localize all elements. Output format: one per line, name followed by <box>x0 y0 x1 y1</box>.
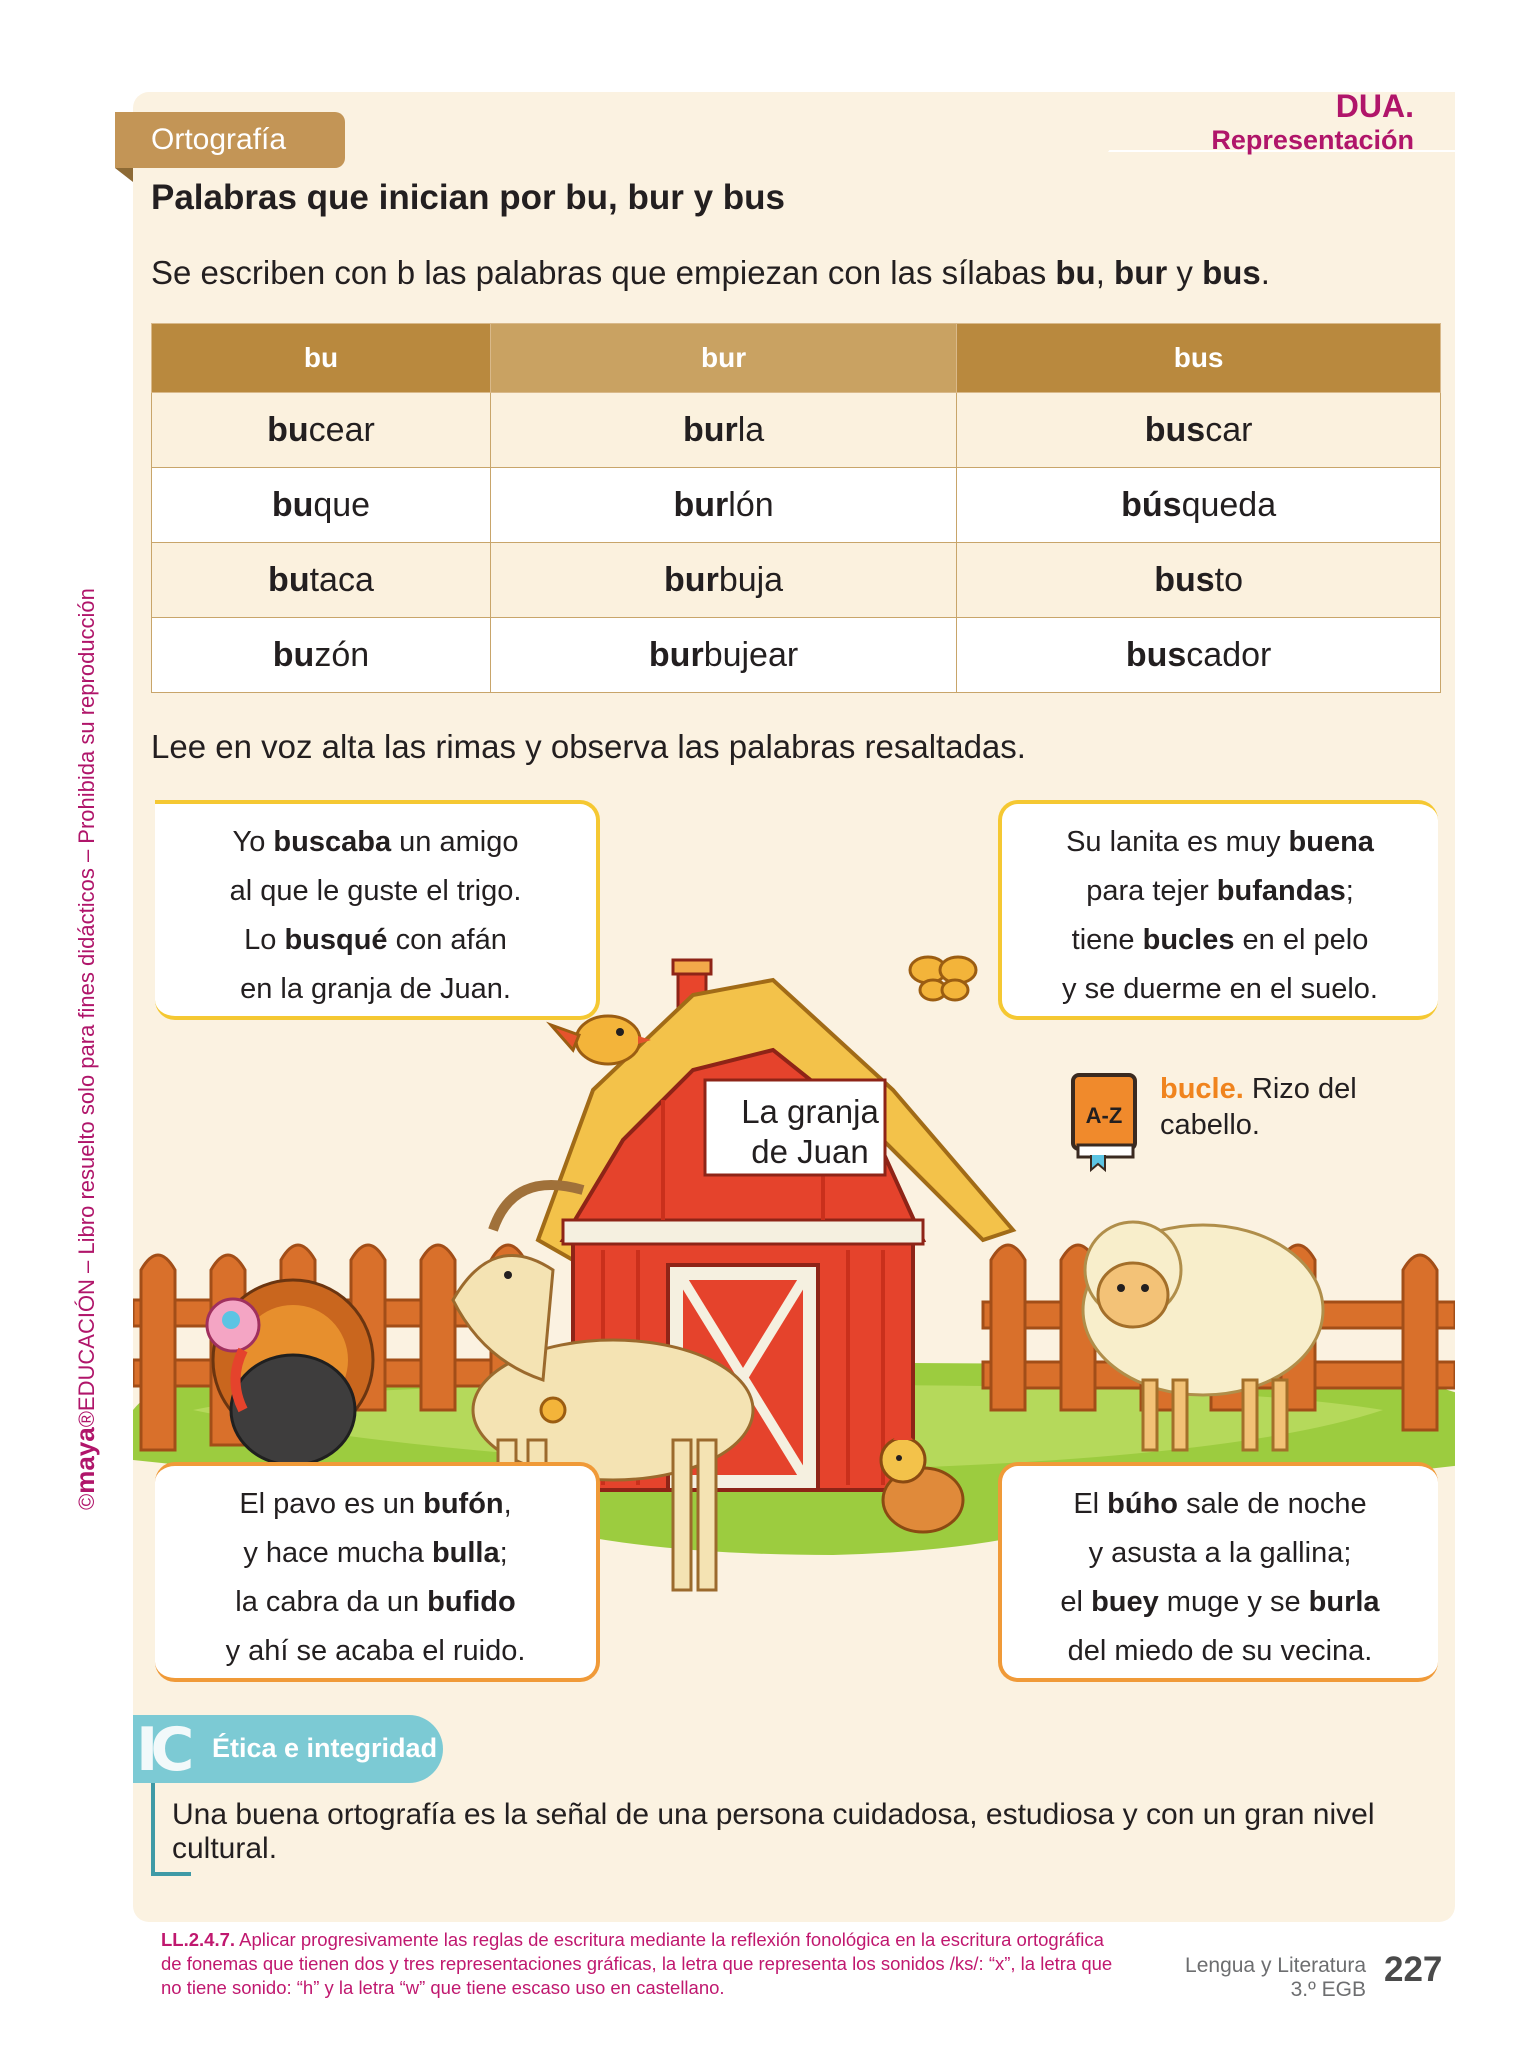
ribbon-fold <box>115 168 133 182</box>
word-prefix: bús <box>1121 485 1182 524</box>
word-prefix: bur <box>664 560 719 599</box>
intro-part: Se escriben con b las palabras que empiezan con las sílabas <box>151 254 1056 291</box>
intro-bus: bus <box>1202 254 1261 291</box>
rhyme-text: tiene <box>1071 924 1143 956</box>
rhyme-text: y ahí se acaba el ruido. <box>225 1635 526 1667</box>
highlighted-word: bulla <box>431 1537 500 1569</box>
rhyme-line <box>1002 965 1438 1014</box>
table-cell <box>957 618 1441 693</box>
rhyme-text: El pavo es un <box>239 1488 424 1520</box>
barn-sign-line2: de Juan <box>751 1133 869 1170</box>
word-prefix: bu <box>268 560 310 599</box>
registered-mark: ® <box>74 1411 99 1428</box>
dua-title: DUA. <box>1335 88 1414 124</box>
copyright-sidebar <box>70 588 101 1510</box>
curriculum-code-id: LL.2.4.7. <box>161 1929 236 1950</box>
word-rest: la <box>737 410 765 449</box>
rhyme-text: del miedo de su vecina. <box>1067 1635 1373 1667</box>
rhyme-line <box>1002 1529 1438 1578</box>
rhyme-line <box>1002 1480 1438 1529</box>
word-prefix: bus <box>1125 635 1187 674</box>
table-cell <box>152 618 491 693</box>
word-prefix: bur <box>648 635 704 674</box>
rhyme-text: y hace mucha <box>243 1537 432 1569</box>
table-header-bur: bur <box>490 324 956 393</box>
table-cell <box>490 618 956 693</box>
highlighted-word: bufandas <box>1216 875 1346 907</box>
rhyme-text: ; <box>1345 875 1354 907</box>
book-info <box>1185 1954 1366 2002</box>
rhyme-line <box>155 818 596 867</box>
highlighted-word: buena <box>1288 826 1374 858</box>
word-rest: car <box>1205 410 1253 449</box>
grade-label: 3.º EGB <box>1290 1978 1366 2001</box>
page-title: Palabras que inician por bu, bur y bus <box>151 178 786 217</box>
syllable-table <box>151 323 1441 693</box>
rhyme-line <box>1002 916 1438 965</box>
word-rest: cear <box>308 410 375 449</box>
ethics-label: Ética e integridad <box>212 1733 438 1763</box>
intro-text <box>151 254 1270 292</box>
word-rest: taca <box>309 560 374 599</box>
rhyme-text: y se duerme en el suelo. <box>1062 973 1378 1005</box>
glossary-definition: Rizo del <box>1243 1073 1357 1105</box>
rhyme-line <box>1002 867 1438 916</box>
section-ribbon: Ortografía <box>115 112 345 168</box>
curriculum-code <box>161 1928 1121 2000</box>
glossary-word: bucle. <box>1160 1073 1244 1105</box>
rhyme-text: muge y se <box>1158 1586 1309 1618</box>
rhyme-text: Yo <box>232 826 274 858</box>
rhyme-text: Su lanita es muy <box>1066 826 1289 858</box>
rhyme-line <box>1002 818 1438 867</box>
rhyme-text: el <box>1060 1586 1092 1618</box>
word-prefix: bu <box>267 410 309 449</box>
brand-logo: maya <box>70 1427 100 1494</box>
glossary-entry <box>1160 1071 1357 1143</box>
word-prefix: bus <box>1154 560 1215 599</box>
intro-sep: , <box>1095 254 1115 291</box>
rhyme-box-top-right <box>998 800 1438 1020</box>
word-prefix: bur <box>673 485 729 524</box>
ethics-line-foot <box>151 1872 191 1876</box>
word-rest: buja <box>718 560 784 599</box>
word-prefix: bu <box>271 485 314 524</box>
table-cell <box>152 543 491 618</box>
rhyme-line <box>1002 1578 1438 1627</box>
rhyme-text: con afán <box>387 924 507 956</box>
table-cell <box>490 393 956 468</box>
rhyme-box-top-left <box>155 800 600 1020</box>
table-cell <box>152 393 491 468</box>
intro-sep: y <box>1167 254 1203 291</box>
word-rest: cador <box>1186 635 1272 674</box>
word-rest: queda <box>1181 485 1277 524</box>
rhyme-box-bottom-right <box>998 1462 1438 1682</box>
rhyme-text: al que le guste el trigo. <box>229 875 522 907</box>
table-header-bu: bu <box>152 324 491 393</box>
table-cell <box>957 393 1441 468</box>
table-row <box>152 393 1441 468</box>
table-row <box>152 618 1441 693</box>
table-cell <box>490 543 956 618</box>
rhyme-line <box>155 916 596 965</box>
highlighted-word: buey <box>1091 1586 1159 1618</box>
highlighted-word: burla <box>1308 1586 1380 1618</box>
table-cell <box>957 468 1441 543</box>
intro-bu: bu <box>1055 254 1096 291</box>
rhyme-line <box>155 867 596 916</box>
page-number: 227 <box>1384 1950 1443 1989</box>
intro-bur: bur <box>1114 254 1168 291</box>
highlighted-word: bucles <box>1142 924 1235 956</box>
curriculum-code-text: Aplicar progresivamente las reglas de escritura mediante la reflexión fonológica en la escritura ortográfica de fonemas que tienen dos y tres representaciones gráficas, la letra que representa los sonidos /ks/: “x”, la letra que no tiene sonido: “h” y la letra “w” que tiene escaso uso en castellano. <box>161 1929 1113 1998</box>
ethics-text: Una buena ortografía es la señal de una persona cuidadosa, estudiosa y con un gran nivel cultural. <box>172 1798 1375 1865</box>
rhyme-line <box>155 1627 596 1676</box>
barn-sign-line1: La granja <box>741 1093 879 1130</box>
rhyme-text: ; <box>499 1537 508 1569</box>
word-rest: lón <box>728 485 774 524</box>
table-header-bus: bus <box>957 324 1441 393</box>
rhyme-line <box>155 965 596 1014</box>
ethics-ic-logo: IC <box>136 1715 187 1785</box>
rhyme-text: y asusta a la gallina; <box>1088 1537 1352 1569</box>
rhyme-text: en el pelo <box>1234 924 1369 956</box>
glossary-icon-text: A-Z <box>1085 1103 1123 1128</box>
butterfly-illustration <box>910 957 976 1000</box>
read-aloud-instruction: Lee en voz alta las rimas y observa las palabras resaltadas. <box>151 728 1026 765</box>
glossary-definition-2: cabello. <box>1160 1109 1260 1141</box>
word-rest: bujear <box>703 635 799 674</box>
highlighted-word: búho <box>1107 1488 1179 1520</box>
rhyme-text: la cabra da un <box>235 1586 428 1618</box>
rhyme-line <box>155 1480 596 1529</box>
table-cell <box>490 468 956 543</box>
word-prefix: bus <box>1144 410 1206 449</box>
table-cell <box>957 543 1441 618</box>
dua-subtitle: Representación <box>1211 125 1414 155</box>
rhyme-text: El <box>1073 1488 1108 1520</box>
word-rest: to <box>1214 560 1244 599</box>
rhyme-text: para tejer <box>1086 875 1217 907</box>
table-cell <box>152 468 491 543</box>
rhyme-line <box>1002 1627 1438 1676</box>
table-row <box>152 543 1441 618</box>
intro-end: . <box>1260 254 1270 291</box>
word-rest: zón <box>314 635 370 674</box>
ethics-line <box>151 1770 155 1874</box>
word-prefix: bu <box>272 635 315 674</box>
table-row <box>152 468 1441 543</box>
rhyme-line <box>155 1529 596 1578</box>
highlighted-word: busqué <box>284 924 388 956</box>
highlighted-word: buscaba <box>273 826 392 858</box>
rhyme-text: Lo <box>244 924 285 956</box>
rhyme-text: sale de noche <box>1178 1488 1367 1520</box>
word-rest: que <box>313 485 371 524</box>
highlighted-word: bufón <box>423 1488 504 1520</box>
rhyme-box-bottom-left <box>155 1462 600 1682</box>
rhyme-line <box>155 1578 596 1627</box>
word-prefix: bur <box>682 410 738 449</box>
highlighted-word: bufido <box>427 1586 516 1618</box>
dua-label <box>1211 88 1414 156</box>
rhyme-text: , <box>503 1488 512 1520</box>
copyright-symbol: © <box>74 1493 99 1510</box>
rhyme-text: en la granja de Juan. <box>240 973 511 1005</box>
copyright-text: EDUCACIÓN – Libro resuelto solo para fines didácticos – Prohibida su reproducción <box>74 588 99 1412</box>
rhyme-text: un amigo <box>391 826 519 858</box>
subject-name: Lengua y Literatura <box>1185 1954 1366 1977</box>
